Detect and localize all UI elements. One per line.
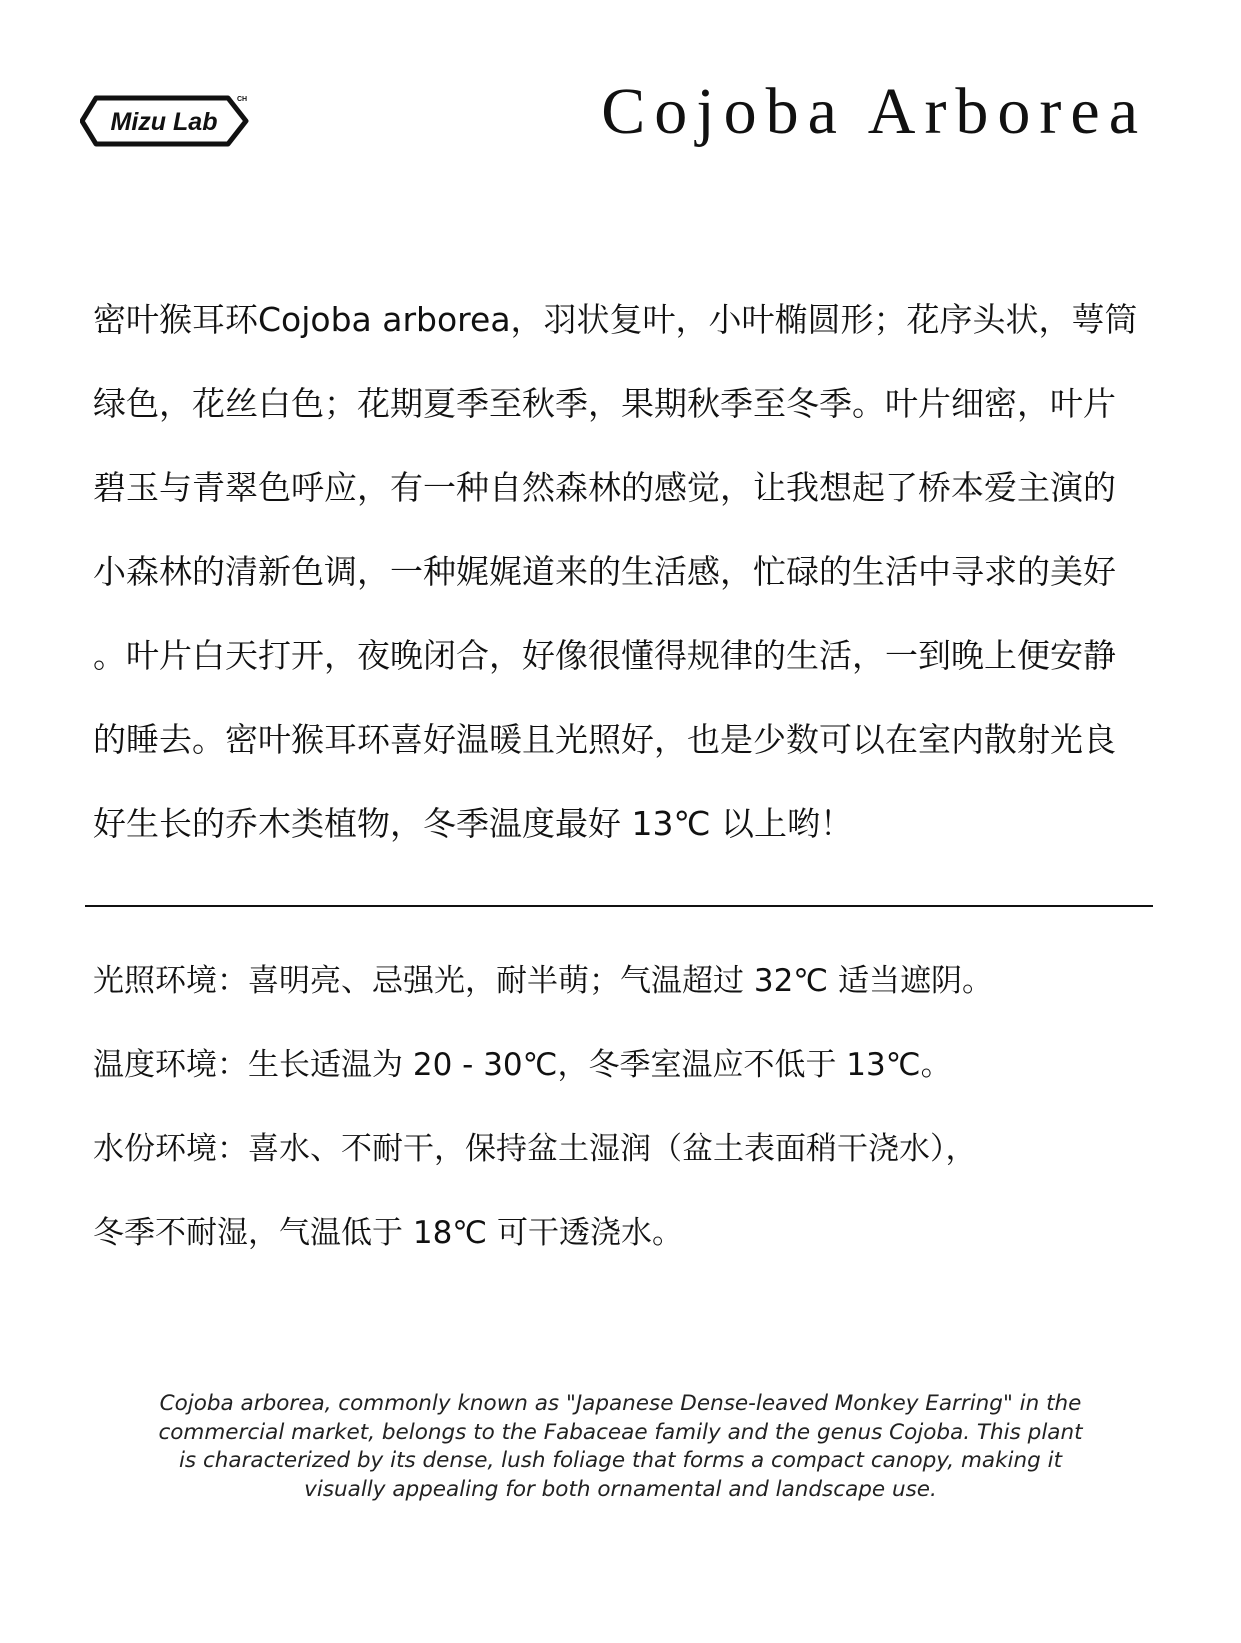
logo-badge bbox=[80, 92, 260, 150]
description-line: 好生长的乔木类植物，冬季温度最好 13℃ 以上哟！ bbox=[93, 804, 854, 843]
english-line: is characterized by its dense, lush foliage that forms a compact canopy, making it bbox=[178, 1448, 1063, 1473]
description-block bbox=[93, 278, 1163, 866]
section-divider bbox=[85, 905, 1153, 907]
english-line: Cojoba arborea, commonly known as "Japanese Dense-leaved Monkey Earring" in the bbox=[159, 1391, 1082, 1416]
description-line: 绿色，花丝白色；花期夏季至秋季，果期秋季至冬季。叶片细密，叶片 bbox=[93, 384, 1116, 423]
brand-logo bbox=[80, 92, 260, 150]
english-description bbox=[110, 1390, 1131, 1504]
logo-text: Mizu Lab bbox=[110, 108, 218, 136]
care-water: 水份环境：喜水、不耐干，保持盆土湿润（盆土表面稍干浇水）， bbox=[93, 1131, 977, 1167]
care-block bbox=[93, 939, 1163, 1275]
description-line: 小森林的清新色调，一种娓娓道来的生活感，忙碌的生活中寻求的美好 bbox=[93, 552, 1116, 591]
care-water-continued: 冬季不耐湿，气温低于 18℃ 可干透浇水。 bbox=[93, 1215, 683, 1251]
page-title: Cojoba Arborea bbox=[601, 75, 1147, 148]
description-line: 。叶片白天打开，夜晚闭合，好像很懂得规律的生活，一到晚上便安静 bbox=[93, 636, 1116, 675]
english-line: commercial market, belongs to the Fabaceae family and the genus Cojoba. This plant bbox=[158, 1419, 1083, 1445]
english-line: visually appealing for both ornamental and landscape use. bbox=[304, 1476, 937, 1502]
description-line: 密叶猴耳环Cojoba arborea，羽状复叶，小叶椭圆形；花序头状，萼筒 bbox=[93, 300, 1138, 339]
logo-superscript: CH bbox=[236, 96, 248, 103]
description-line: 的睡去。密叶猴耳环喜好温暖且光照好，也是少数可以在室内散射光良 bbox=[93, 720, 1116, 759]
care-light: 光照环境：喜明亮、忌强光，耐半萌；气温超过 32℃ 适当遮阴。 bbox=[93, 963, 993, 999]
description-line: 碧玉与青翠色呼应，有一种自然森林的感觉，让我想起了桥本爱主演的 bbox=[93, 468, 1116, 507]
care-temperature: 温度环境：生长适温为 20 - 30℃，冬季室温应不低于 13℃。 bbox=[93, 1047, 952, 1083]
